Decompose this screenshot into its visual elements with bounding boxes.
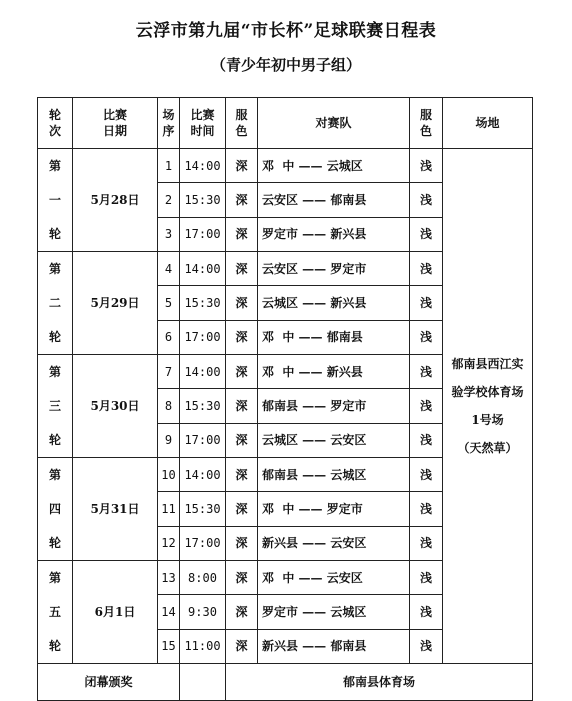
closing-empty (180, 664, 226, 701)
match-time: 17:00 (180, 526, 226, 560)
away-color: 浅 (410, 217, 443, 251)
header-away-color: 服 色 (410, 98, 443, 149)
header-date: 比赛 日期 (73, 98, 158, 149)
round-label-char: 轮 (48, 639, 61, 653)
round-label-char: 第 (48, 262, 61, 276)
match-number: 2 (158, 183, 180, 217)
home-color: 深 (226, 320, 258, 354)
match-time: 14:00 (180, 252, 226, 286)
match-number: 6 (158, 320, 180, 354)
match-number: 1 (158, 149, 180, 183)
match-number: 14 (158, 595, 180, 629)
home-color: 深 (226, 595, 258, 629)
table-row (38, 149, 533, 183)
closing-row (38, 664, 533, 701)
header-time: 比赛 时间 (180, 98, 226, 149)
closing-venue: 郁南县体育场 (226, 664, 533, 701)
header-round: 轮 次 (38, 98, 73, 149)
away-color: 浅 (410, 526, 443, 560)
match-time: 8:00 (180, 561, 226, 595)
away-color: 浅 (410, 561, 443, 595)
round-label (38, 252, 73, 355)
home-color: 深 (226, 423, 258, 457)
schedule-table (37, 97, 533, 701)
round-label (38, 355, 73, 458)
round-label-char: 轮 (48, 536, 61, 550)
round-label-char: 五 (48, 605, 61, 619)
match-teams: 邓 中 —— 云安区 (258, 561, 410, 595)
home-color: 深 (226, 149, 258, 183)
round-label-char: 三 (48, 399, 61, 413)
away-color: 浅 (410, 355, 443, 389)
away-color: 浅 (410, 252, 443, 286)
match-teams: 新兴县 —— 郁南县 (258, 629, 410, 663)
round-label (38, 561, 73, 664)
away-color: 浅 (410, 492, 443, 526)
match-teams: 邓 中 —— 新兴县 (258, 355, 410, 389)
home-color: 深 (226, 252, 258, 286)
header-venue: 场地 (443, 98, 533, 149)
match-time: 15:30 (180, 286, 226, 320)
match-teams: 新兴县 —— 云安区 (258, 526, 410, 560)
home-color: 深 (226, 217, 258, 251)
header-row (38, 98, 533, 149)
match-time: 11:00 (180, 629, 226, 663)
match-teams: 云城区 —— 云安区 (258, 423, 410, 457)
round-label-char: 轮 (48, 433, 61, 447)
match-number: 13 (158, 561, 180, 595)
match-teams: 云安区 —— 郁南县 (258, 183, 410, 217)
home-color: 深 (226, 492, 258, 526)
match-teams: 云城区 —— 新兴县 (258, 286, 410, 320)
round-label-char: 四 (48, 502, 61, 516)
match-number: 10 (158, 458, 180, 492)
match-number: 4 (158, 252, 180, 286)
away-color: 浅 (410, 423, 443, 457)
venue-line: 1号场 (471, 413, 504, 427)
round-label-char: 第 (48, 468, 61, 482)
match-number: 15 (158, 629, 180, 663)
header-home-color: 服 色 (226, 98, 258, 149)
match-time: 17:00 (180, 217, 226, 251)
away-color: 浅 (410, 458, 443, 492)
match-teams: 郁南县 —— 罗定市 (258, 389, 410, 423)
away-color: 浅 (410, 183, 443, 217)
home-color: 深 (226, 526, 258, 560)
round-label-char: 第 (48, 571, 61, 585)
round-label-char: 一 (48, 193, 61, 207)
match-time: 17:00 (180, 320, 226, 354)
home-color: 深 (226, 561, 258, 595)
match-teams: 邓 中 —— 云城区 (258, 149, 410, 183)
match-date: 5月31日 (73, 458, 158, 561)
match-teams: 罗定市 —— 云城区 (258, 595, 410, 629)
round-label-char: 第 (48, 159, 61, 173)
away-color: 浅 (410, 629, 443, 663)
home-color: 深 (226, 458, 258, 492)
venue-line: 郁南县西江实 (451, 357, 524, 371)
page-subtitle: （青少年初中男子组） (210, 56, 361, 74)
home-color: 深 (226, 183, 258, 217)
closing-label: 闭幕颁奖 (38, 664, 180, 701)
header-teams: 对赛队 (258, 98, 410, 149)
page-title: 云浮市第九届“市长杯”足球联赛日程表 (135, 21, 437, 41)
match-number: 12 (158, 526, 180, 560)
venue-line: 验学校体育场 (451, 385, 524, 399)
away-color: 浅 (410, 286, 443, 320)
away-color: 浅 (410, 149, 443, 183)
match-number: 9 (158, 423, 180, 457)
match-time: 14:00 (180, 355, 226, 389)
header-order: 场 序 (158, 98, 180, 149)
round-label-char: 第 (48, 365, 61, 379)
round-label-char: 轮 (48, 330, 61, 344)
match-teams: 邓 中 —— 郁南县 (258, 320, 410, 354)
match-number: 5 (158, 286, 180, 320)
match-teams: 邓 中 —— 罗定市 (258, 492, 410, 526)
away-color: 浅 (410, 320, 443, 354)
match-teams: 罗定市 —— 新兴县 (258, 217, 410, 251)
home-color: 深 (226, 286, 258, 320)
round-label (38, 458, 73, 561)
match-number: 8 (158, 389, 180, 423)
home-color: 深 (226, 389, 258, 423)
match-number: 11 (158, 492, 180, 526)
home-color: 深 (226, 629, 258, 663)
match-number: 3 (158, 217, 180, 251)
away-color: 浅 (410, 389, 443, 423)
match-time: 14:00 (180, 149, 226, 183)
match-date: 5月29日 (73, 252, 158, 355)
match-time: 15:30 (180, 389, 226, 423)
match-number: 7 (158, 355, 180, 389)
match-time: 15:30 (180, 183, 226, 217)
match-date: 6月1日 (73, 561, 158, 664)
match-time: 15:30 (180, 492, 226, 526)
match-teams: 云安区 —— 罗定市 (258, 252, 410, 286)
match-time: 17:00 (180, 423, 226, 457)
away-color: 浅 (410, 595, 443, 629)
home-color: 深 (226, 355, 258, 389)
match-date: 5月28日 (73, 149, 158, 252)
round-label-char: 二 (48, 296, 61, 310)
match-time: 14:00 (180, 458, 226, 492)
round-label-char: 轮 (48, 227, 61, 241)
round-label (38, 149, 73, 252)
match-time: 9:30 (180, 595, 226, 629)
match-teams: 郁南县 —— 云城区 (258, 458, 410, 492)
match-date: 5月30日 (73, 355, 158, 458)
venue-cell (443, 149, 533, 664)
venue-line: （天然草） (457, 441, 518, 455)
